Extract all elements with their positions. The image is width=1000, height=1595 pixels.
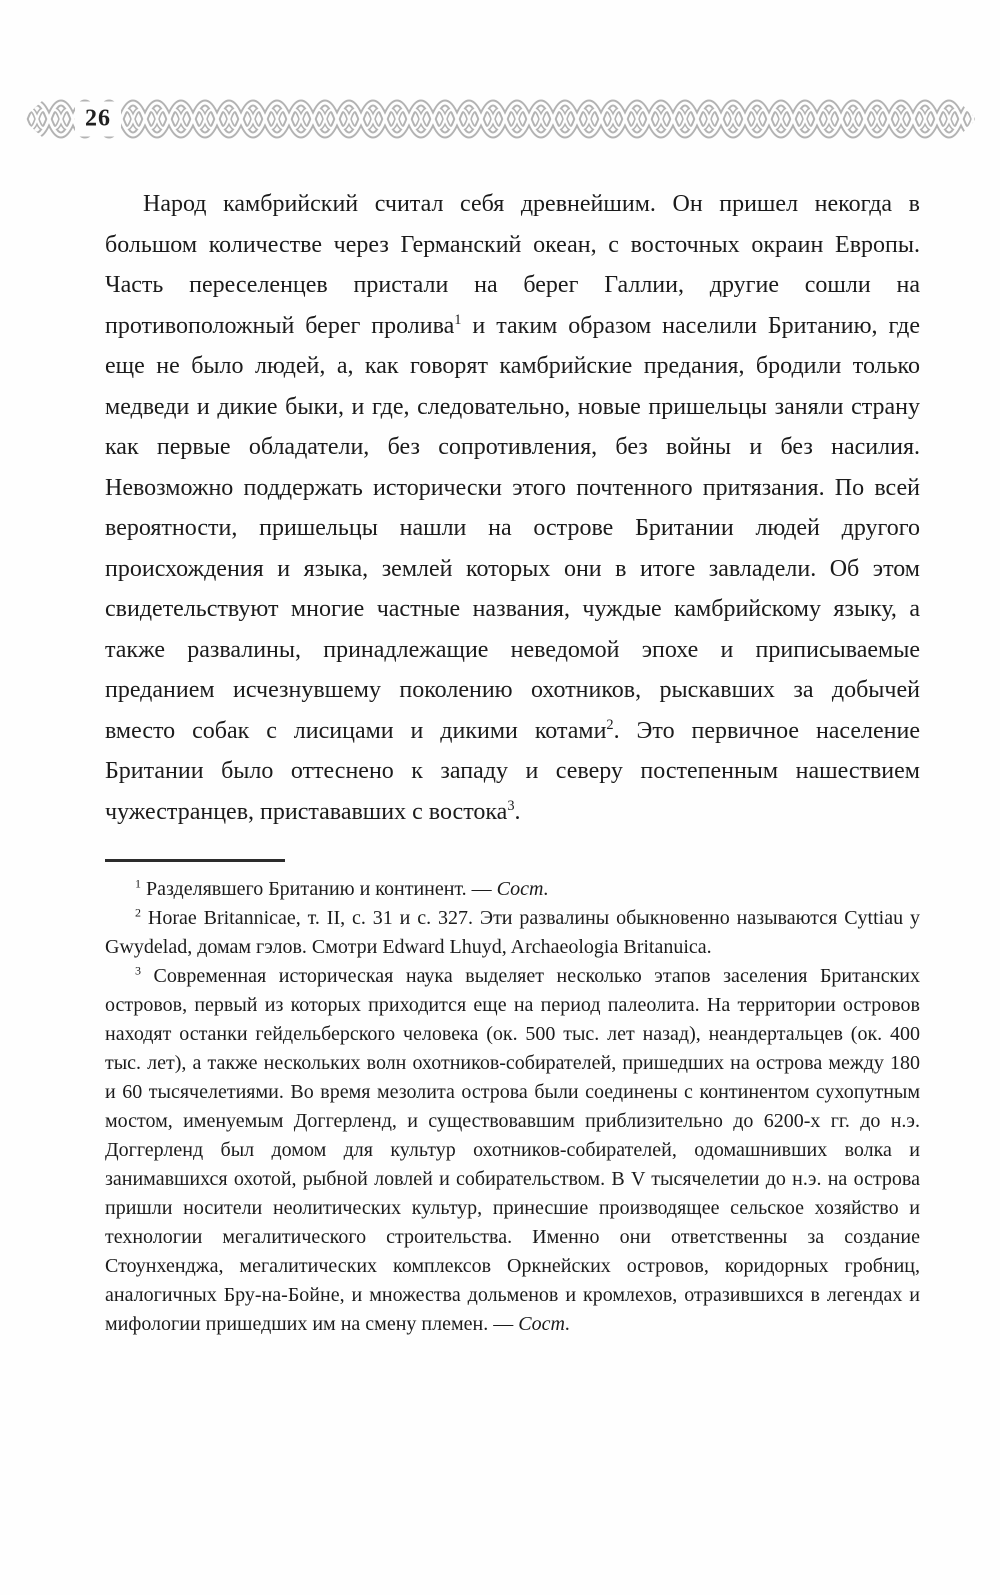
page-number: 26 [75,102,121,137]
footnote-marker: 3 [135,963,141,978]
footnote-3: $^3$ Современная историческая наука выделяет несколько этапов заселения Британских островов, первый из которых приходится еще на период палеолита. На территории островов находят останки гейдельберского человека (ок. 500 тыс. лет назад), неандертальцев (ок. 400 тыс. лет), а также нескольких волн охотников-собирателей, пришедших на острова между 180 и 60 тысячелетиями. Во время мезолита острова были соединены с континентом сухопутным мостом, именуемым Доггерленд, и существовавшим приблизительно до 6200-х гг. до н.э. Доггерленд был домом для культур охотников-собирателей, одомашнивших волка и занимавшихся охотой, рыбной ловлей и собирательством. В V тысячелетии до н.э. на острова пришли носители неолитических культур, принесшие производящее сельское хозяйство и технологии мегалитического строительства. Именно они ответственны за создание Стоунхенджа, мегалитических комплексов Оркнейских островов, коридорных гробниц, аналогичных Бру-на-Бойне, и множества дольменов и кромлехов, отразившихся в легендах и мифологии пришедших им на смену племен. — Сост. [105,963,920,1335]
main-text-block [105,184,920,832]
footnote-2: $^2$ Horae Britannicae, т. II, с. 31 и с. 327. Эти развалины обыкновенно называются Cyttiau y Gwydelad, домам гэлов. Смотри Edward Lhuyd, Archaeologia Britanuica. [105,905,920,958]
italic-text: Сост. [496,878,549,900]
footnote-separator-rule [105,859,285,862]
footnotes-section [105,875,920,1339]
body-paragraph: Народ камбрийский считал себя древнейшим. Он пришел некогда в большом количестве через Германский океан, с восточных окраин Европы. Часть переселенцев пристали на берег Галлии, другие сошли на противоположный берег пролива$^1$ и таким образом населили Британию, где еще не было людей, а, как говорят камбрийские предания, бродили только медведи и дикие быки, и где, следовательно, новые пришельцы заняли страну как первые обладатели, без сопротивления, без войны и без насилия. Невозможно поддержать исторически этого почтенного притязания. По всей вероятности, пришельцы нашли на острове Британии людей другого происхождения и языка, землей которых они в итоге завладели. Об этом свидетельствуют многие частные названия, чуждые камбрийскому языку, а также развалины, принадлежащие неведомой эпохе и приписываемые преданием исчезнувшему поколению охотников, рыскавших за добычей вместо собак с лисицами и дикими котами$^2$. Это первичное население Британии было оттеснено к западу и северу постепенным нашествием чужестранцев, пристававших с востока$^3$. [105,191,920,825]
celtic-knot-ornament-icon [25,85,975,153]
footnote-marker: 1 [454,311,462,328]
footnote-marker: 2 [606,716,614,733]
footnote-marker: 3 [507,797,515,814]
italic-text: Сост. [518,1313,571,1335]
footnote-1: $^1$ Разделявшего Британию и континент. — Сост. [135,876,549,900]
footnote-marker: 1 [135,876,141,891]
header-ornament-band [25,85,975,153]
footnote-marker: 2 [135,905,141,920]
